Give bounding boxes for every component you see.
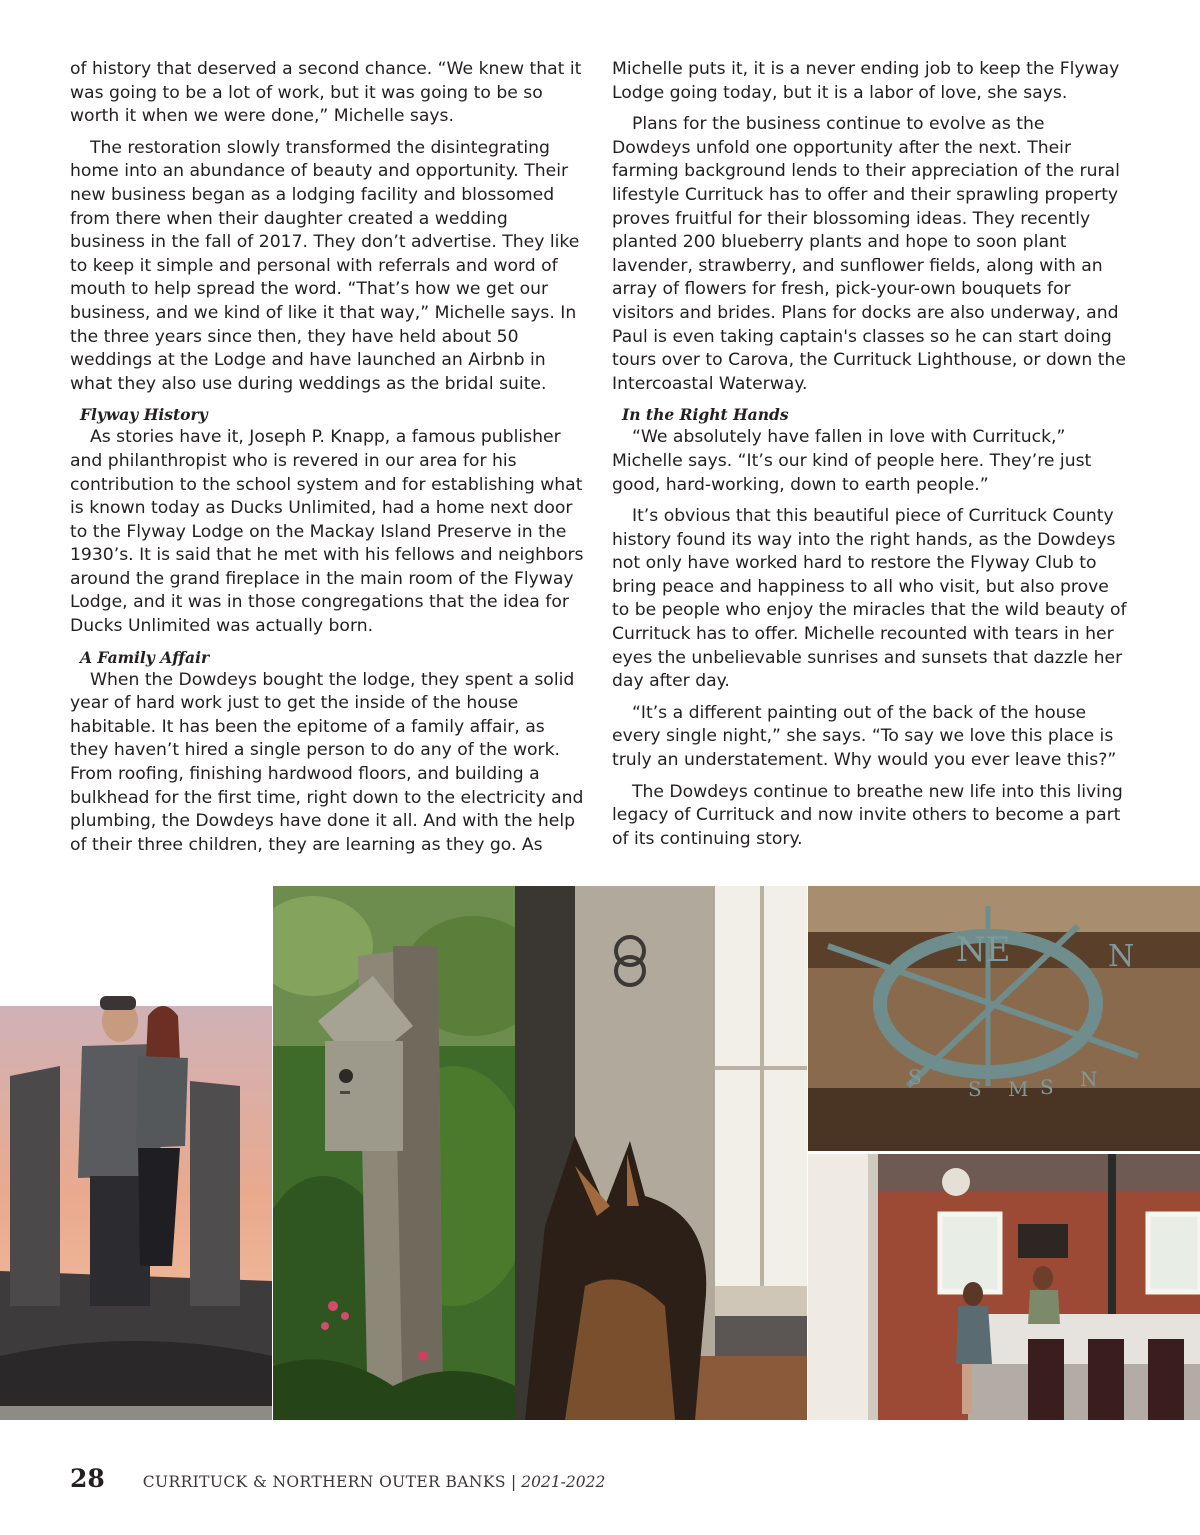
paragraph: It’s obvious that this beautiful piece of Currituck County history found its way into the right hands, as the Dowdeys not only have worked hard to restore the Flyway Club to bring peace and happiness to all who visit, but also prove to be people who enjoy the miracles that the wild beauty of Currituck has to offer. Michelle recounted with tears in her eyes the unbelievable sunrises and sunsets that dazzle her day after day.	[612, 506, 1127, 692]
photo-couple-on-boat	[0, 886, 272, 1420]
section-heading-family-affair: A Family Affair	[80, 647, 210, 667]
paragraph: Plans for the business continue to evolve as the Dowdeys unfold one opportunity after the next. Their farming background lends to their appreciation of the rural lifestyle Currituck has to offer and their sprawling property proves fruitful for their blossoming ideas. They recently planted 200 blueberry plants and hope to soon plant lavender, strawberry, and sunflower fields, along with an array of flowers for fresh, pick-your-own bouquets for visitors and brides. Plans for docks are also underway, and Paul is even taking captain's classes so he can start doing tours over to Carova, the Currituck Lighthouse, or down the Intercoastal Waterway.	[612, 114, 1126, 394]
left-column	[70, 58, 586, 865]
compass-letter-ne: NE	[956, 930, 1011, 970]
photo-table-setting	[808, 1154, 1200, 1420]
paragraph: When the Dowdeys bought the lodge, they spent a solid year of hard work just to get the inside of the house habitable. It has been the epitome of a family affair, as they haven’t hired a single person to do any of the work. From roofing, finishing hardwood floors, and building a bulkhead for the first time, right down to the electricity and plumbing, the Dowdeys have done it all. And with the help of their three children, they are learning as they go. As	[70, 669, 584, 855]
publication-year: 2021-2022	[521, 1473, 606, 1491]
photo-birdhouse	[273, 886, 515, 1420]
photo-strip	[0, 886, 1200, 1420]
paragraph: of history that deserved a second chance. “We knew that it was going to be a lot of work, but it was going to be so worth it when we were done,” Michelle says.	[70, 59, 582, 127]
publication-name: CURRITUCK & NORTHERN OUTER BANKS	[142, 1473, 506, 1491]
compass-letter: S	[968, 1077, 982, 1101]
paragraph: “It’s a different painting out of the back of the house every single night,” she says. “To say we love this place is truly an understatement. Why would you ever leave this?”	[612, 702, 1117, 771]
photo-compass-ceiling	[808, 886, 1200, 1151]
footer-separator: |	[510, 1472, 517, 1491]
photo-dog-at-door	[515, 886, 807, 1420]
compass-letter: M	[1008, 1077, 1029, 1101]
section-heading-flyway-history: Flyway History	[80, 405, 208, 425]
paragraph: As stories have it, Joseph P. Knapp, a famous publisher and philanthropist who is revered in our area for his contribution to the school system and for establishing what is known today as Ducks Unlimited, had a home next door to the Flyway Lodge on the Mackay Island Preserve in the 1930’s. It is said that he met with his fellows and neighbors around the grand fireplace in the main room of the Flyway Lodge, and it was in those congregations that the idea for Ducks Unlimited was actually born.	[70, 427, 584, 637]
paragraph: The Dowdeys continue to breathe new life into this living legacy of Currituck and now invite others to become a part of its continuing story.	[612, 781, 1123, 849]
compass-letter: N	[1108, 939, 1135, 974]
page-footer	[70, 1464, 605, 1500]
paragraph: Michelle puts it, it is a never ending job to keep the Flyway Lodge going today, but it is a labor of love, she says.	[612, 59, 1120, 103]
right-column	[612, 58, 1128, 859]
section-heading-right-hands: In the Right Hands	[622, 405, 789, 425]
paragraph: “We absolutely have fallen in love with Currituck,” Michelle says. “It’s our kind of people here. They’re just good, hard-working, down to earth people.”	[612, 427, 1092, 495]
compass-letter: N	[1080, 1067, 1098, 1091]
compass-letter: S	[908, 1065, 922, 1089]
compass-letter: S	[1040, 1075, 1054, 1099]
paragraph: The restoration slowly transformed the disintegrating home into an abundance of beauty and opportunity. Their new business began as a lodging facility and blossomed from there when their daughter created a wedding business in the fall of 2017. They don’t advertise. They like to keep it simple and personal with referrals and word of mouth to help spread the word. “That’s how we get our business, and we kind of like it that way,” Michelle says. In the three years since then, they have held about 50 weddings at the Lodge and have launched an Airbnb in what they also use during weddings as the bridal suite.	[70, 137, 580, 394]
page-number: 28	[70, 1464, 105, 1493]
